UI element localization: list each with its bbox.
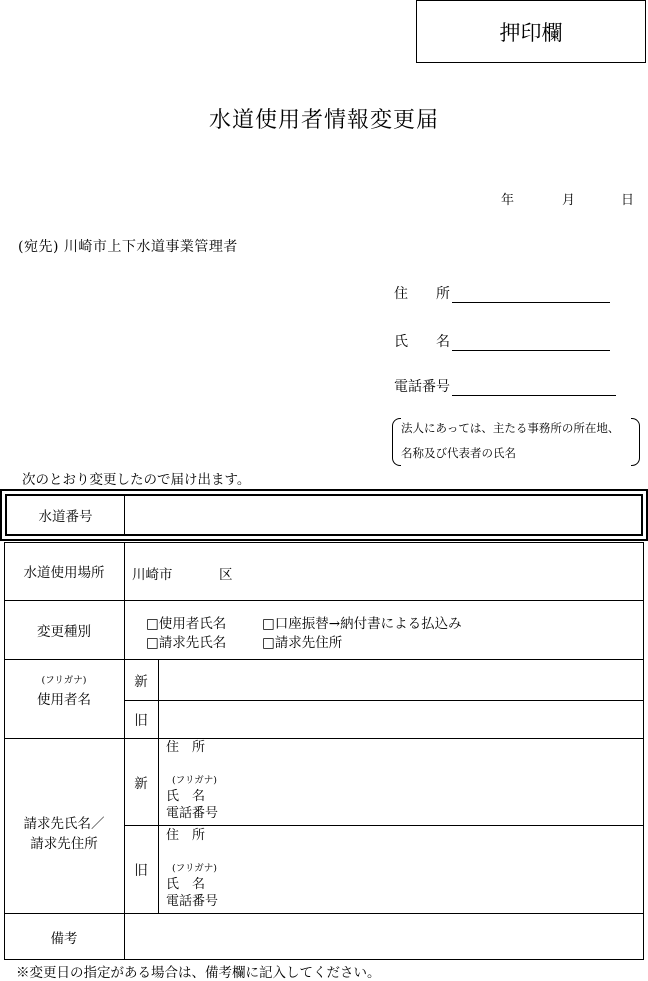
date-day-label: 日 xyxy=(621,193,635,208)
location-label: 水道使用場所 xyxy=(23,565,105,581)
right-bracket xyxy=(631,418,640,466)
billing-new-furigana: (フリガナ) xyxy=(172,775,217,786)
billing-old-phone-label: 電話番号 xyxy=(166,894,219,909)
applicant-name-field[interactable] xyxy=(394,331,610,351)
change-type-label: 変更種別 xyxy=(37,623,91,640)
page-title: 水道使用者情報変更届 xyxy=(208,108,439,133)
user-name-new-label: 新 xyxy=(134,673,148,690)
applicant-phone-field[interactable] xyxy=(394,376,616,396)
checkbox-bank-transfer[interactable]: □口座振替→納付書による払込み xyxy=(262,616,462,632)
user-name-label-group xyxy=(4,672,124,708)
applicant-name-line[interactable] xyxy=(452,336,610,351)
remarks-label: 備考 xyxy=(50,930,78,947)
left-bracket xyxy=(392,418,401,466)
date-year-label: 年 xyxy=(501,193,515,208)
water-number-input[interactable] xyxy=(128,496,640,534)
user-name-label: 使用者名 xyxy=(37,692,91,708)
billing-new-label: 新 xyxy=(134,775,148,792)
billing-old-furigana: (フリガナ) xyxy=(172,863,217,874)
applicant-address-line[interactable] xyxy=(452,288,610,303)
applicant-name-label: 氏 名 xyxy=(394,334,450,350)
billing-new-address-label: 住 所 xyxy=(166,740,206,755)
billing-label-group xyxy=(4,814,124,854)
billing-new-phone-label: 電話番号 xyxy=(166,806,219,821)
billing-old-name-label: 氏 名 xyxy=(166,877,206,892)
date-month-label: 月 xyxy=(562,193,576,208)
checkbox-billing-address[interactable]: □請求先住所 xyxy=(262,635,343,651)
applicant-address-label: 住 所 xyxy=(394,286,450,302)
corporate-note-line1: 法人にあっては、主たる事務所の所在地、 xyxy=(401,421,620,435)
corporate-note-line2: 名称及び代表者の氏名 xyxy=(401,446,516,460)
billing-label-line2: 請求先住所 xyxy=(30,836,98,852)
billing-old-label: 旧 xyxy=(134,863,148,879)
billing-new-name-label: 氏 名 xyxy=(166,789,206,804)
applicant-phone-label: 電話番号 xyxy=(394,379,450,395)
applicant-address-field[interactable] xyxy=(394,283,610,303)
stamp-box xyxy=(416,0,646,63)
intro-text: 次のとおり変更したので届け出ます。 xyxy=(22,472,251,488)
divider xyxy=(124,496,125,534)
checkbox-user-name[interactable]: □使用者氏名 xyxy=(146,616,227,632)
water-number-label: 水道番号 xyxy=(38,509,93,525)
applicant-phone-line[interactable] xyxy=(452,381,616,396)
user-name-new-input[interactable] xyxy=(162,662,640,697)
checkbox-billing-name[interactable]: □請求先氏名 xyxy=(146,635,227,651)
remarks-input[interactable] xyxy=(128,916,640,957)
user-name-old-input[interactable] xyxy=(162,703,640,735)
user-name-old-label: 旧 xyxy=(134,713,148,729)
location-ward: 区 xyxy=(219,567,233,583)
billing-old-address-label: 住 所 xyxy=(166,828,206,843)
user-name-furigana: (フリガナ) xyxy=(41,675,87,686)
billing-label-line1: 請求先氏名／ xyxy=(23,816,105,832)
stamp-label: 押印欄 xyxy=(499,20,563,45)
addressee: (宛先) 川崎市上下水道事業管理者 xyxy=(18,239,238,255)
corporate-note xyxy=(392,416,640,466)
location-city: 川崎市 xyxy=(132,567,173,583)
footer-note: ※変更日の指定がある場合は、備考欄に記入してください。 xyxy=(16,965,381,981)
